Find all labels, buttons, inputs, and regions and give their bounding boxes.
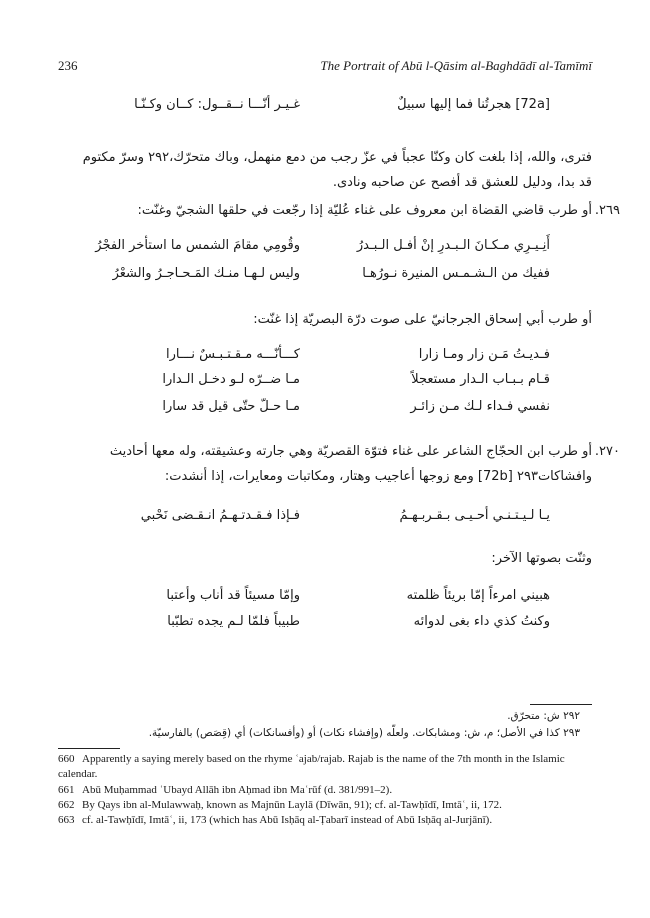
para-basri: أو طرب أبي إسحاق الجرجانيّ على صوت درّة البصريّة إذا غنّت: [253, 312, 592, 327]
verse-top-left: غـيـر أنّـــا نــقــول: كــان وكـنّـا [134, 97, 300, 112]
footnote-text: calendar. [58, 768, 98, 780]
footnote-660 [58, 752, 565, 767]
footnote-text: cf. al-Tawḥīdī, Imtāʿ, ii, 173 (which has Abū Isḥāq al-Ṭabarī instead of Abū Isḥāq al-Jurjānī). [82, 814, 493, 826]
para269-line1: أو طرب قاضي القضاة ابن معروف على غناء عُليّة إذا رجّعت في حلقها الشجيّ وغنّت: [137, 203, 592, 218]
verse270-left: فـإذا فـقـدتـهـمُ انـقـضى نَحْبي [140, 508, 300, 523]
verse269-2-right: ففيك من الـشـمـس المنيرة نـورُهـا [362, 266, 550, 281]
footnote-663 [58, 813, 492, 828]
footnote-662 [58, 798, 502, 813]
arabic-note-293: ٢٩٣ كذا في الأصل؛ م، ش: ومشابكات. ولعلّه (وإفشاء نكات) أو (وأفسانكات) أي (قِصَص) بالفارسيّة. [148, 727, 580, 739]
para1-line1: فترى، والله، إذا بلغت كان وكنّا عجباً في عزّ رجب من دمع منهمل، وباك متحرّك،٢٩٢ وسرّ مكتوم [82, 150, 592, 165]
arabic-note-292: ٢٩٢ ش: متحرّق. [507, 710, 580, 722]
verse-basri-1-left: كـــأنّـــه مـقـتـبـسٌ نـــارا [166, 347, 300, 362]
verse-basri-1-right: فـديـتُ مَـن زار ومـا زارا [418, 347, 550, 362]
verse-basri-3-right: نفسي فـداء لـك مـن زائـر [410, 399, 550, 414]
footnote-text: Abū Muḥammad ʿUbayd Allāh ibn Aḥmad ibn Maʿrūf (d. 381/991–2). [82, 784, 393, 796]
verse269-2-left: وليس لـهـا منـك المَـحـاجـرُ والشعْرُ [112, 266, 300, 281]
footnote-text: By Qays ibn al-Mulawwaḥ, known as Majnūn Laylā (Dīwān, 91); cf. al-Tawḥīdī, Imtāʿ, ii, 172. [82, 799, 502, 811]
arabic-notes-rule [530, 704, 592, 705]
footnote-number: 662 [58, 799, 75, 811]
para1-line2: قد بدا، ودليل للعشق قد أفصح عن صاحبه ونادى. [332, 175, 592, 190]
verse-akhar-2-right: وكنتُ كذي داء بغى لدوائه [413, 614, 550, 629]
para270-number: ٢٧٠. [594, 444, 620, 459]
verse-akhar-2-left: طبيباً فلمّا لـم يجده تطبّبا [167, 614, 300, 629]
verse269-1-right: أَنِـيـرِي مـكـانَ الـبـدرِ إنْ أفـل الـبـدرُ [356, 238, 550, 253]
verse-basri-3-left: مـا حـلّ حتّى قيل قد سارا [162, 399, 300, 414]
verse269-1-left: وقُومِي مقامَ الشمس ما استأخر الفجْرُ [95, 238, 300, 253]
footnote-number: 661 [58, 784, 75, 796]
footnote-660-cont [58, 767, 97, 782]
verse-basri-2-right: قـام بـبـاب الـدار مستعجلاً [411, 372, 550, 387]
para270-line2: وافشاكات٢٩٣ [72b] ومع زوجها أعاجيب وهتار، ومكاتبات ومعايرات، إذا أنشدت: [164, 469, 592, 484]
running-title: The Portrait of Abū l-Qāsim al-Baghdādī al-Tamīmī [320, 58, 592, 73]
para-akhar: وثنّت بصوتها الآخر: [491, 551, 592, 566]
footnote-number: 660 [58, 753, 75, 765]
para270-line1: أو طرب ابن الحجّاج الشاعر على غناء فتوّة القصريّة وهي جارته وعشيقته، وله معها أحاديث [109, 444, 592, 459]
footnote-text: Apparently a saying merely based on the rhyme ʿajab/rajab. Rajab is the name of the 7th month in the Islamic [82, 753, 565, 765]
verse-akhar-1-right: هبيني امرءاً إمّا بريئاً ظلمته [406, 588, 550, 603]
para269-number: ٢٦٩. [594, 203, 620, 218]
verse270-right: يـا لـيـتـنـي أحـيـى بـقـربـهـمُ [399, 508, 550, 523]
footnote-number: 663 [58, 814, 75, 826]
page-number: 236 [58, 58, 78, 73]
footnote-661 [58, 783, 392, 798]
verse-akhar-1-left: وإمّا مسيئاً قد أناب وأعتبا [166, 588, 300, 603]
footnotes-rule [58, 748, 120, 749]
verse-basri-2-left: مـا ضــرّه لـو دخـل الـدارا [162, 372, 300, 387]
verse-top-right: [72a] هجرتُنا فما إليها سبيلٌ [397, 97, 550, 112]
